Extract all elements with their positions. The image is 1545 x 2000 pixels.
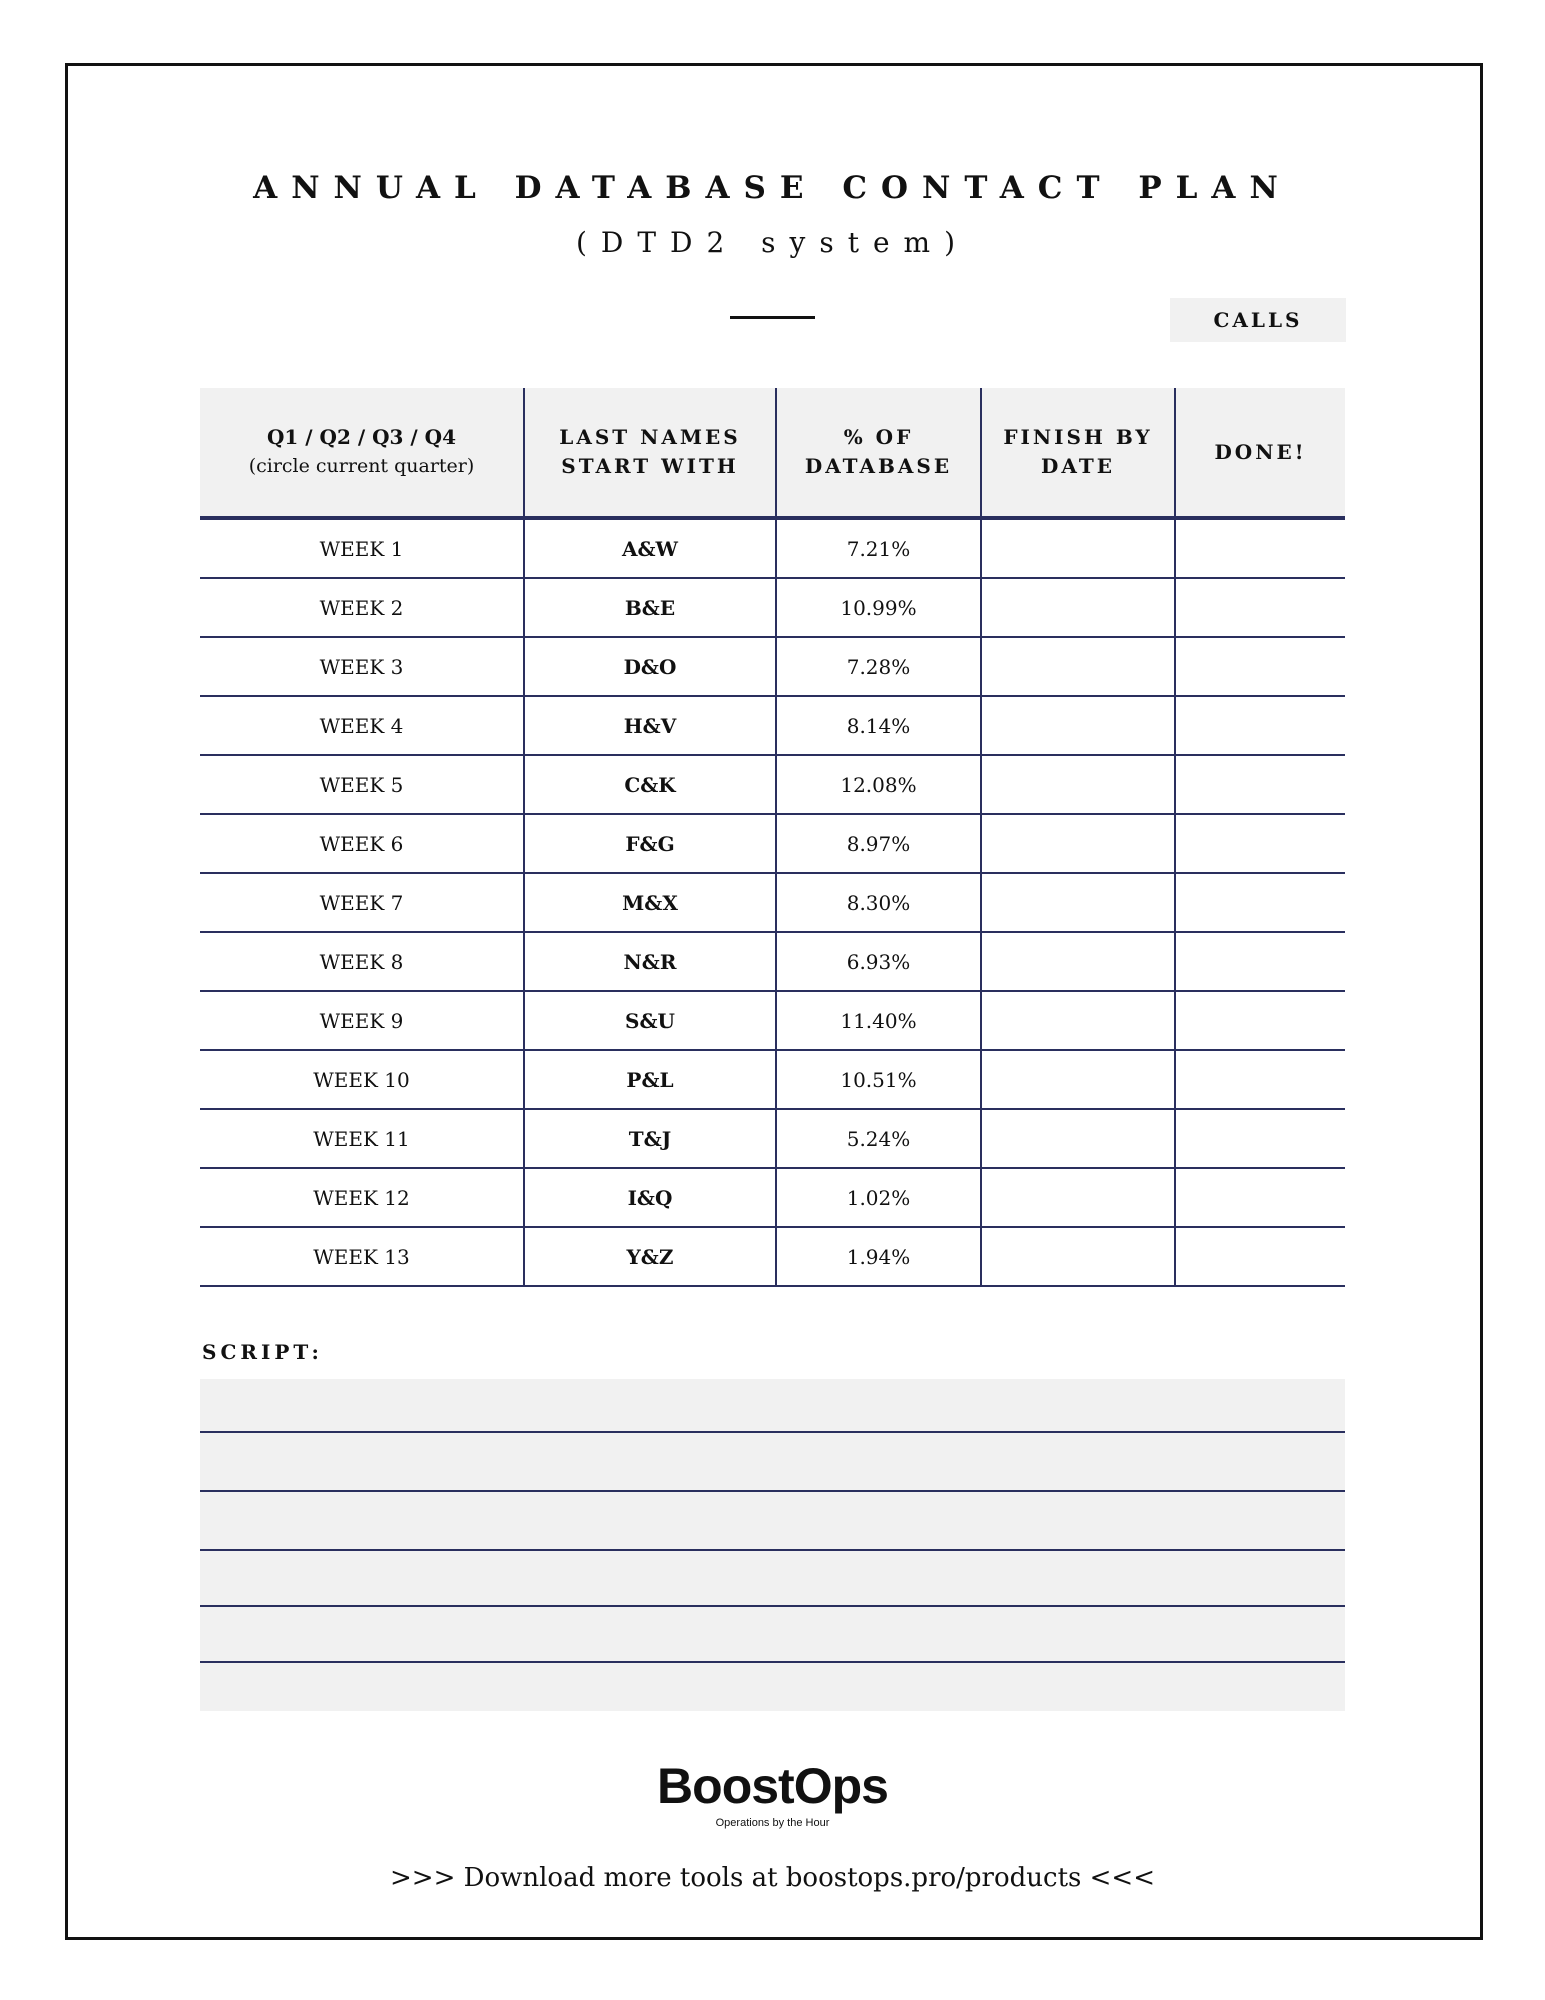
script-label: SCRIPT: bbox=[202, 1340, 323, 1364]
script-line bbox=[200, 1605, 1345, 1607]
finish-date-cell[interactable] bbox=[981, 755, 1175, 814]
footer-download-link[interactable]: >>> Download more tools at boostops.pro/products <<< bbox=[390, 1863, 1155, 1893]
week-cell: WEEK 9 bbox=[200, 991, 524, 1050]
week-cell: WEEK 4 bbox=[200, 696, 524, 755]
week-cell: WEEK 12 bbox=[200, 1168, 524, 1227]
week-cell: WEEK 11 bbox=[200, 1109, 524, 1168]
done-cell[interactable] bbox=[1175, 518, 1345, 578]
done-cell[interactable] bbox=[1175, 637, 1345, 696]
finish-date-cell[interactable] bbox=[981, 1227, 1175, 1286]
last-names-cell: Y&Z bbox=[524, 1227, 776, 1286]
week-cell: WEEK 7 bbox=[200, 873, 524, 932]
finish-date-cell[interactable] bbox=[981, 814, 1175, 873]
finish-date-cell[interactable] bbox=[981, 991, 1175, 1050]
header-quarter-label: Q1 / Q2 / Q3 / Q4 bbox=[266, 425, 457, 449]
last-names-cell: H&V bbox=[524, 696, 776, 755]
table-row bbox=[200, 1050, 1345, 1109]
percent-cell: 11.40% bbox=[776, 991, 981, 1050]
week-cell: WEEK 6 bbox=[200, 814, 524, 873]
header-quarter bbox=[200, 388, 524, 518]
last-names-cell: I&Q bbox=[524, 1168, 776, 1227]
page-title: ANNUAL DATABASE CONTACT PLAN bbox=[253, 170, 1292, 206]
script-line bbox=[200, 1490, 1345, 1492]
script-line bbox=[200, 1661, 1345, 1663]
finish-date-cell[interactable] bbox=[981, 637, 1175, 696]
percent-cell: 7.21% bbox=[776, 518, 981, 578]
percent-cell: 8.30% bbox=[776, 873, 981, 932]
table-row bbox=[200, 932, 1345, 991]
week-cell: WEEK 10 bbox=[200, 1050, 524, 1109]
header-finish-date bbox=[981, 388, 1175, 518]
script-writing-area[interactable] bbox=[200, 1379, 1345, 1711]
week-cell: WEEK 1 bbox=[200, 518, 524, 578]
table-row bbox=[200, 637, 1345, 696]
table-row bbox=[200, 518, 1345, 578]
week-cell: WEEK 5 bbox=[200, 755, 524, 814]
done-cell[interactable] bbox=[1175, 1109, 1345, 1168]
table-row bbox=[200, 1227, 1345, 1286]
percent-cell: 8.97% bbox=[776, 814, 981, 873]
done-cell[interactable] bbox=[1175, 873, 1345, 932]
done-cell[interactable] bbox=[1175, 755, 1345, 814]
header-finish-label: FINISH BY DATE bbox=[1003, 425, 1153, 478]
percent-cell: 1.02% bbox=[776, 1168, 981, 1227]
last-names-cell: N&R bbox=[524, 932, 776, 991]
table-row bbox=[200, 873, 1345, 932]
finish-date-cell[interactable] bbox=[981, 1168, 1175, 1227]
script-line bbox=[200, 1549, 1345, 1551]
percent-cell: 10.99% bbox=[776, 578, 981, 637]
last-names-cell: F&G bbox=[524, 814, 776, 873]
finish-date-cell[interactable] bbox=[981, 1109, 1175, 1168]
percent-cell: 7.28% bbox=[776, 637, 981, 696]
last-names-cell: S&U bbox=[524, 991, 776, 1050]
finish-date-cell[interactable] bbox=[981, 578, 1175, 637]
done-cell[interactable] bbox=[1175, 991, 1345, 1050]
done-cell[interactable] bbox=[1175, 1168, 1345, 1227]
done-cell[interactable] bbox=[1175, 814, 1345, 873]
finish-date-cell[interactable] bbox=[981, 696, 1175, 755]
percent-cell: 10.51% bbox=[776, 1050, 981, 1109]
done-cell[interactable] bbox=[1175, 932, 1345, 991]
done-cell[interactable] bbox=[1175, 1227, 1345, 1286]
week-cell: WEEK 3 bbox=[200, 637, 524, 696]
percent-cell: 12.08% bbox=[776, 755, 981, 814]
last-names-cell: A&W bbox=[524, 518, 776, 578]
logo-tagline: Operations by the Hour bbox=[715, 1817, 830, 1829]
week-cell: WEEK 2 bbox=[200, 578, 524, 637]
table-row bbox=[200, 814, 1345, 873]
week-cell: WEEK 8 bbox=[200, 932, 524, 991]
last-names-cell: D&O bbox=[524, 637, 776, 696]
finish-date-cell[interactable] bbox=[981, 873, 1175, 932]
script-line bbox=[200, 1431, 1345, 1433]
percent-cell: 8.14% bbox=[776, 696, 981, 755]
header-quarter-note: (circle current quarter) bbox=[248, 455, 475, 477]
table-row bbox=[200, 991, 1345, 1050]
percent-cell: 5.24% bbox=[776, 1109, 981, 1168]
table-row bbox=[200, 1109, 1345, 1168]
last-names-cell: T&J bbox=[524, 1109, 776, 1168]
header-last-names-label: LAST NAMES START WITH bbox=[559, 425, 741, 478]
boostops-logo bbox=[0, 1758, 1545, 1830]
header-percent-label: % OF DATABASE bbox=[804, 425, 953, 478]
last-names-cell: C&K bbox=[524, 755, 776, 814]
header-percent bbox=[776, 388, 981, 518]
done-cell[interactable] bbox=[1175, 578, 1345, 637]
percent-cell: 1.94% bbox=[776, 1227, 981, 1286]
last-names-cell: M&X bbox=[524, 873, 776, 932]
finish-date-cell[interactable] bbox=[981, 1050, 1175, 1109]
last-names-cell: P&L bbox=[524, 1050, 776, 1109]
header-done: DONE! bbox=[1175, 388, 1345, 518]
done-cell[interactable] bbox=[1175, 696, 1345, 755]
table-row bbox=[200, 755, 1345, 814]
finish-date-cell[interactable] bbox=[981, 932, 1175, 991]
contact-plan-table bbox=[200, 388, 1345, 1287]
week-cell: WEEK 13 bbox=[200, 1227, 524, 1286]
last-names-cell: B&E bbox=[524, 578, 776, 637]
logo-name: BoostOps bbox=[657, 1758, 888, 1814]
table-row bbox=[200, 1168, 1345, 1227]
table-row bbox=[200, 578, 1345, 637]
quarter-blank-line[interactable] bbox=[730, 316, 815, 319]
done-cell[interactable] bbox=[1175, 1050, 1345, 1109]
page-subtitle: (DTD2 system) bbox=[575, 226, 970, 259]
calls-label: CALLS bbox=[1170, 298, 1346, 342]
header-last-names bbox=[524, 388, 776, 518]
percent-cell: 6.93% bbox=[776, 932, 981, 991]
finish-date-cell[interactable] bbox=[981, 518, 1175, 578]
table-row bbox=[200, 696, 1345, 755]
